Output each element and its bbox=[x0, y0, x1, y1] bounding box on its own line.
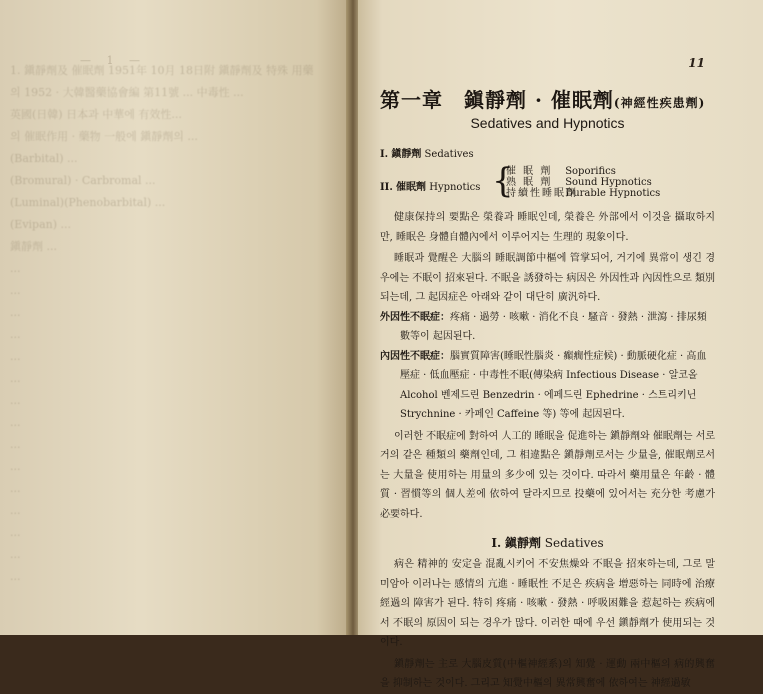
hypnotics-label bbox=[380, 178, 480, 193]
term-label: 外因性不眠症： bbox=[380, 311, 450, 323]
page-number: 11 bbox=[688, 56, 705, 70]
internal-insomnia bbox=[380, 347, 715, 425]
paragraph: 이러한 不眠症에 對하여 人工的 睡眠을 促進하는 鎭靜劑와 催眠劑는 서로 거의 같은 種類의 藥劑인데, 그 相違點은 鎭靜劑로서는 少量을, 催眠劑로서는 大量을 使用하는 用量의 多少에 있는 것이다. 따라서 藥用量은 年齡 · 體質 · 習慣等의 個人差에 依하여 달라지므로 投藥에 있어서는 充分한 考慮가 必要하다. bbox=[380, 430, 716, 520]
ghost-line: ... bbox=[10, 284, 21, 297]
ghost-line: 1. 鎭靜劑及 催眠劑 1951年 10月 18日附 鎭靜劑及 特殊 用藥 bbox=[10, 64, 314, 77]
term-label: 內因性不眠症： bbox=[380, 350, 450, 362]
ghost-line: 의 1952 · 大韓醫藥協會編 第11號 ... 中毒性 ... bbox=[10, 86, 244, 99]
paragraph: 病은 精神的 安定을 混亂시키어 不安焦燥와 不眠을 招來하는데, 그로 말미암아 이러나는 感情의 亢進 · 睡眠性 不足은 疾病을 增惡하는 同時에 治療經過의 障害가 된다. 特히 疼痛 · 咳嗽 · 發熱 · 呼吸困難을 惹起하는 疾病에서 不眠의 原因이 되는 경우가 많다. 이러한 때에 우선 鎭靜劑가 使用되는 것이다. bbox=[380, 559, 715, 648]
section-number: II. bbox=[380, 182, 393, 193]
section-en: Sedatives bbox=[424, 149, 474, 160]
ghost-line: ... bbox=[10, 262, 21, 275]
ghost-line: (Bromural) · Carbromal ... bbox=[10, 174, 156, 187]
chapter-title-text: 第一章 鎭靜劑 · 催眠劑 bbox=[380, 88, 614, 112]
section-number: I. bbox=[380, 149, 389, 160]
chapter-title-note: (神經性疾患劑) bbox=[613, 96, 706, 110]
paragraph: 健康保持의 要點은 榮養과 睡眠인데, 榮養은 外部에서 이것을 攝取하지만, 睡眠은 身體自體內에서 이루어지는 生理的 現象이다. bbox=[380, 212, 715, 243]
ghost-line: (Luminal)(Phenobarbital) ... bbox=[10, 196, 166, 209]
paragraph: 鎭靜劑는 主로 大腦皮質(中樞神經系)의 知覺 · 運動 兩中樞의 病的興奮을 抑制하는 것이다. 그리고 知覺中樞의 異常興奮에 依하여는 神經過敏 bbox=[380, 658, 715, 689]
section-ko: 鎭靜劑 bbox=[391, 149, 422, 160]
brace-symbol: { bbox=[492, 161, 514, 201]
left-page bbox=[0, 0, 352, 635]
hypnotics-item-en: Soporifics bbox=[565, 166, 616, 177]
ghost-line: ... bbox=[10, 306, 21, 319]
section-ko: 催眠劑 bbox=[396, 182, 427, 193]
section-sedatives bbox=[380, 145, 715, 160]
ghost-line: ... bbox=[10, 394, 21, 407]
hypnotics-item bbox=[506, 177, 660, 188]
subsection-en: Sedatives bbox=[544, 536, 604, 550]
page-content bbox=[380, 84, 715, 694]
hypnotics-item-ko: 熟 眠 劑 bbox=[506, 177, 553, 188]
left-page-header: — 1 — bbox=[80, 54, 146, 67]
ghost-line: ... bbox=[10, 482, 21, 495]
external-insomnia bbox=[380, 308, 715, 347]
hypnotics-item-ko: 催 眠 劑 bbox=[506, 166, 553, 177]
paragraph: 睡眠과 覺醒은 大腦의 睡眠調節中樞에 管掌되어, 거기에 異常이 생긴 경우에는 不眠이 招來된다. 不眠을 誘發하는 病因은 外因性과 內因性으로 類別되는데, 그 起因症은 아래와 같이 대단히 廣汎하다. bbox=[380, 253, 715, 303]
ghost-line: (Barbital) ... bbox=[10, 152, 78, 165]
hypnotics-item bbox=[506, 166, 660, 177]
hypnotics-item-en: Sound Hypnotics bbox=[565, 177, 652, 188]
ghost-line: ... bbox=[10, 460, 21, 473]
ghost-line: ... bbox=[10, 372, 21, 385]
subsection-heading bbox=[380, 534, 715, 551]
hypnotics-item-en: Durable Hypnotics bbox=[565, 188, 661, 199]
ghost-line: ... bbox=[10, 438, 21, 451]
ghost-line: 의 催眠作用 · 藥物 一般에 鎭靜劑의 ... bbox=[10, 130, 198, 143]
ghost-line: ... bbox=[10, 416, 21, 429]
ghost-line: ... bbox=[10, 350, 21, 363]
ghost-line: 鎭靜劑 ... bbox=[10, 240, 57, 253]
hypnotics-item bbox=[506, 188, 660, 199]
section-en: Hypnotics bbox=[429, 182, 481, 193]
section-hypnotics bbox=[380, 161, 715, 202]
chapter-title-english: Sedatives and Hypnotics bbox=[470, 115, 625, 131]
chapter-title bbox=[380, 84, 715, 113]
hypnotics-item-ko: 持續性睡眠劑 bbox=[506, 188, 578, 199]
ghost-line: (Evipan) ... bbox=[10, 218, 72, 231]
term-text: 疼痛 · 過勞 · 咳嗽 · 消化不良 · 騷音 · 發熱 · 泄瀉 · 排尿頻數等이 起因된다. bbox=[400, 311, 707, 342]
subsection-number: I. bbox=[491, 536, 502, 550]
left-page-bleedthrough-text bbox=[10, 60, 340, 588]
ghost-line: ... bbox=[10, 526, 21, 539]
right-page bbox=[358, 0, 763, 689]
ghost-line: ... bbox=[10, 570, 21, 583]
hypnotics-list bbox=[506, 166, 660, 199]
term-text: 腦實質障害(睡眠性腦炎 · 癲癇性症候) · 動脈硬化症 · 高血壓症 · 低血壓症 · 中毒性不眠(傳染病 Infectious Disease · 알코올 Alcohol 벤제드린 Benzedrin · 에페드린 Ephedrine · 스트리키닌 Strychnine · 카페인 Caffeine 等) 等에 起因된다. bbox=[400, 350, 707, 420]
ghost-line: ... bbox=[10, 548, 21, 561]
ghost-line: 英國(日韓) 日本과 中華에 有效性... bbox=[10, 108, 182, 121]
ghost-line: ... bbox=[10, 504, 21, 517]
subsection-ko: 鎭靜劑 bbox=[504, 536, 541, 550]
ghost-line: ... bbox=[10, 328, 21, 341]
